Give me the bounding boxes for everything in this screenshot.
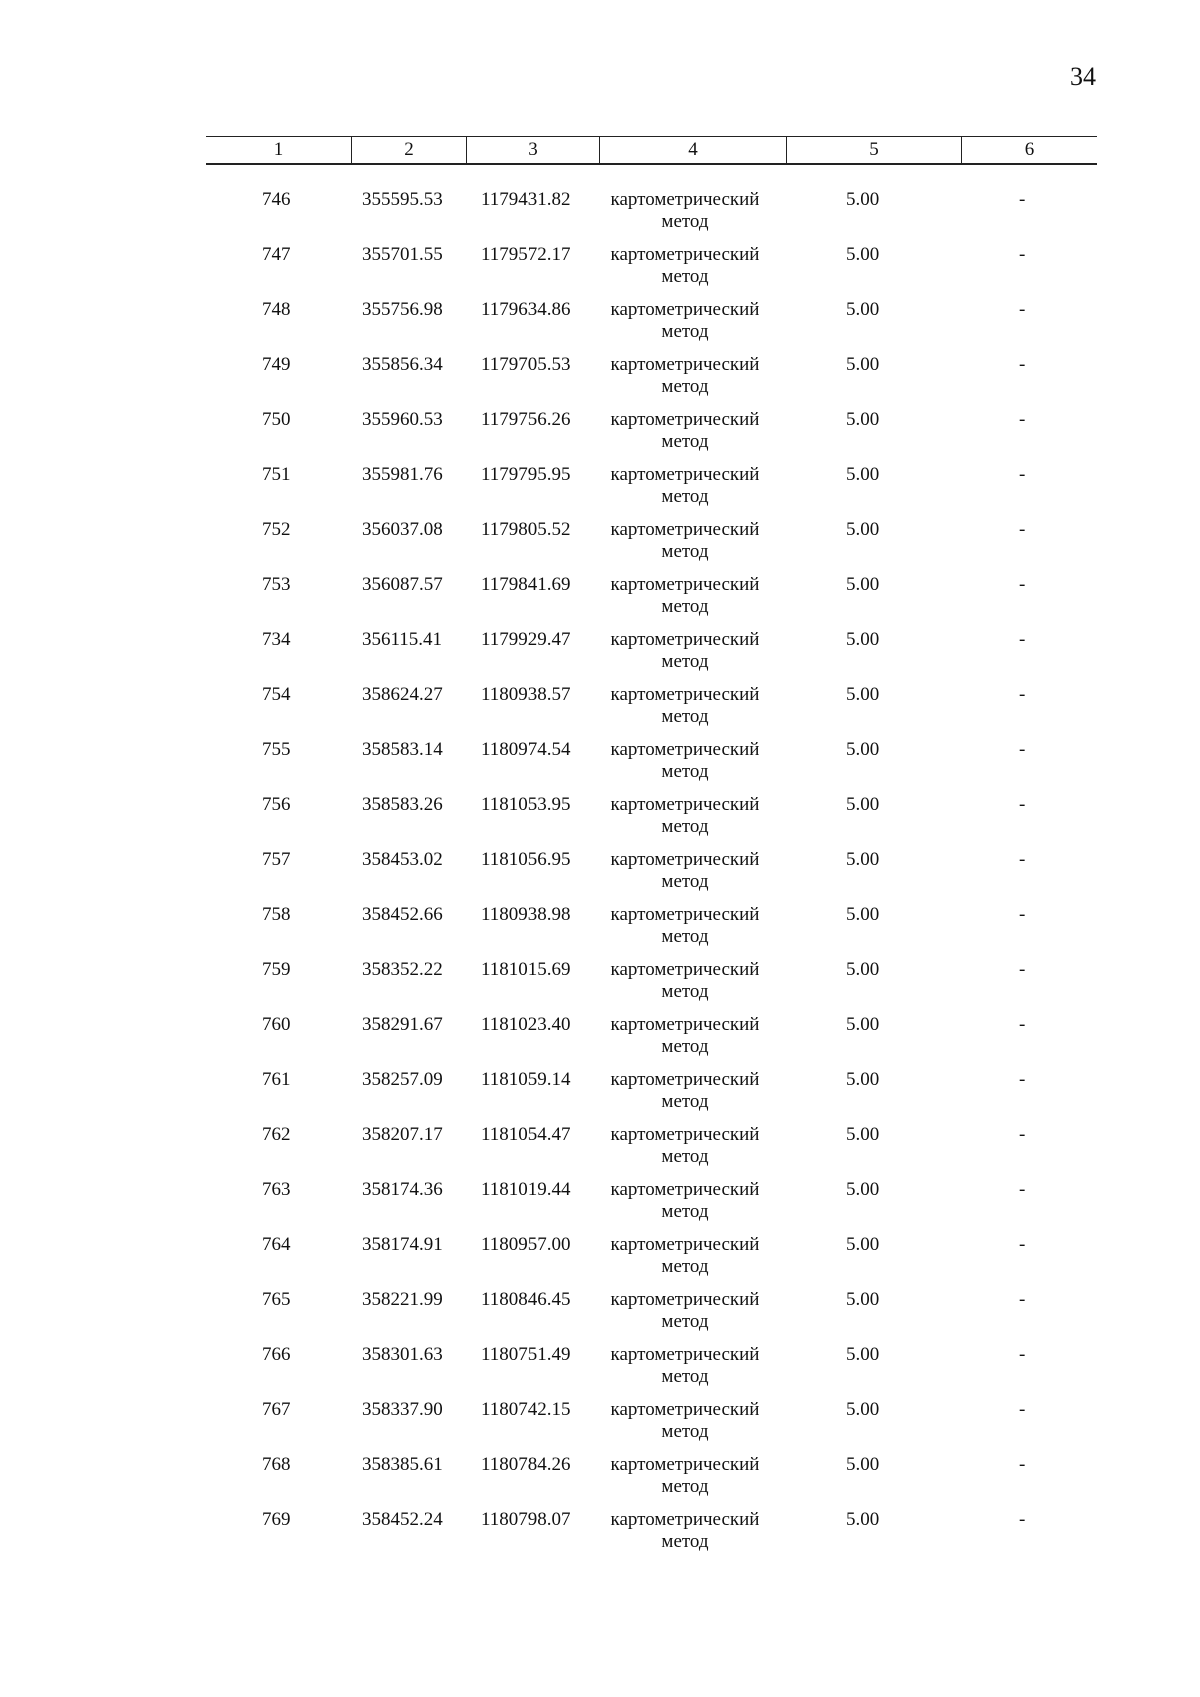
point-number-cell: 759: [262, 959, 291, 980]
note-cell: -: [1019, 1014, 1026, 1035]
page-number: 34: [1070, 62, 1096, 91]
method-cell: картометрический метод: [610, 1399, 760, 1442]
y-coordinate-cell: 1181019.44: [481, 1179, 571, 1200]
method-cell: картометрический метод: [610, 354, 760, 397]
x-coordinate-cell: 355756.98: [362, 299, 443, 320]
note-cell: -: [1019, 299, 1026, 320]
x-coordinate-cell: 358291.67: [362, 1014, 443, 1035]
note-cell: -: [1019, 1344, 1026, 1365]
x-coordinate-cell: 356115.41: [362, 629, 443, 650]
x-coordinate-cell: 358583.26: [362, 794, 443, 815]
y-coordinate-cell: 1180938.57: [481, 684, 571, 705]
x-coordinate-cell: 355981.76: [362, 464, 443, 485]
accuracy-cell: 5.00: [846, 1124, 880, 1145]
x-coordinate-cell: 358583.14: [362, 739, 443, 760]
method-cell: картометрический метод: [610, 1509, 760, 1552]
y-coordinate-cell: 1180784.26: [481, 1454, 571, 1475]
note-cell: -: [1019, 1069, 1026, 1090]
column-header-5: 5: [869, 139, 879, 160]
accuracy-cell: 5.00: [846, 299, 880, 320]
accuracy-cell: 5.00: [846, 464, 880, 485]
table-row: [0, 464, 1200, 519]
point-number-cell: 746: [262, 189, 291, 210]
method-cell: картометрический метод: [610, 904, 760, 947]
accuracy-cell: 5.00: [846, 849, 880, 870]
y-coordinate-cell: 1180751.49: [481, 1344, 571, 1365]
x-coordinate-cell: 358452.24: [362, 1509, 443, 1530]
y-coordinate-cell: 1180742.15: [481, 1399, 571, 1420]
method-cell: картометрический метод: [610, 794, 760, 837]
x-coordinate-cell: 358453.02: [362, 849, 443, 870]
note-cell: -: [1019, 959, 1026, 980]
method-cell: картометрический метод: [610, 299, 760, 342]
table-row: [0, 904, 1200, 959]
table-row: [0, 354, 1200, 409]
y-coordinate-cell: 1181059.14: [481, 1069, 571, 1090]
accuracy-cell: 5.00: [846, 189, 880, 210]
method-cell: картометрический метод: [610, 464, 760, 507]
x-coordinate-cell: 358337.90: [362, 1399, 443, 1420]
y-coordinate-cell: 1179705.53: [481, 354, 571, 375]
x-coordinate-cell: 358174.36: [362, 1179, 443, 1200]
accuracy-cell: 5.00: [846, 1179, 880, 1200]
table-row: [0, 1014, 1200, 1069]
x-coordinate-cell: 355856.34: [362, 354, 443, 375]
table-row: [0, 629, 1200, 684]
accuracy-cell: 5.00: [846, 684, 880, 705]
note-cell: -: [1019, 684, 1026, 705]
point-number-cell: 757: [262, 849, 291, 870]
accuracy-cell: 5.00: [846, 1509, 880, 1530]
point-number-cell: 762: [262, 1124, 291, 1145]
method-cell: картометрический метод: [610, 1454, 760, 1497]
x-coordinate-cell: 358221.99: [362, 1289, 443, 1310]
note-cell: -: [1019, 904, 1026, 925]
point-number-cell: 754: [262, 684, 291, 705]
y-coordinate-cell: 1179805.52: [481, 519, 571, 540]
accuracy-cell: 5.00: [846, 244, 880, 265]
table-row: [0, 244, 1200, 299]
y-coordinate-cell: 1180846.45: [481, 1289, 571, 1310]
note-cell: -: [1019, 629, 1026, 650]
method-cell: картометрический метод: [610, 1069, 760, 1112]
accuracy-cell: 5.00: [846, 574, 880, 595]
method-cell: картометрический метод: [610, 1014, 760, 1057]
accuracy-cell: 5.00: [846, 519, 880, 540]
table-row: [0, 1289, 1200, 1344]
point-number-cell: 756: [262, 794, 291, 815]
note-cell: -: [1019, 464, 1026, 485]
method-cell: картометрический метод: [610, 1344, 760, 1387]
y-coordinate-cell: 1180974.54: [481, 739, 571, 760]
point-number-cell: 747: [262, 244, 291, 265]
column-header-3: 3: [528, 139, 538, 160]
method-cell: картометрический метод: [610, 1234, 760, 1277]
method-cell: картометрический метод: [610, 1124, 760, 1167]
method-cell: картометрический метод: [610, 409, 760, 452]
note-cell: -: [1019, 1289, 1026, 1310]
note-cell: -: [1019, 354, 1026, 375]
x-coordinate-cell: 358257.09: [362, 1069, 443, 1090]
y-coordinate-cell: 1179634.86: [481, 299, 571, 320]
table-row: [0, 684, 1200, 739]
table-header: [206, 136, 1097, 165]
method-cell: картометрический метод: [610, 574, 760, 617]
table-row: [0, 1234, 1200, 1289]
column-header-4: 4: [688, 139, 698, 160]
method-cell: картометрический метод: [610, 739, 760, 782]
y-coordinate-cell: 1180798.07: [481, 1509, 571, 1530]
x-coordinate-cell: 355960.53: [362, 409, 443, 430]
y-coordinate-cell: 1179841.69: [481, 574, 571, 595]
table-row: [0, 1454, 1200, 1509]
point-number-cell: 753: [262, 574, 291, 595]
y-coordinate-cell: 1179756.26: [481, 409, 571, 430]
method-cell: картометрический метод: [610, 244, 760, 287]
accuracy-cell: 5.00: [846, 904, 880, 925]
point-number-cell: 761: [262, 1069, 291, 1090]
table-row: [0, 1344, 1200, 1399]
accuracy-cell: 5.00: [846, 629, 880, 650]
x-coordinate-cell: 355595.53: [362, 189, 443, 210]
accuracy-cell: 5.00: [846, 794, 880, 815]
table-row: [0, 519, 1200, 574]
table-row: [0, 1069, 1200, 1124]
method-cell: картометрический метод: [610, 959, 760, 1002]
accuracy-cell: 5.00: [846, 1014, 880, 1035]
point-number-cell: 763: [262, 1179, 291, 1200]
table-row: [0, 849, 1200, 904]
accuracy-cell: 5.00: [846, 739, 880, 760]
y-coordinate-cell: 1180938.98: [481, 904, 571, 925]
method-cell: картометрический метод: [610, 849, 760, 892]
x-coordinate-cell: 358385.61: [362, 1454, 443, 1475]
y-coordinate-cell: 1179929.47: [481, 629, 571, 650]
point-number-cell: 766: [262, 1344, 291, 1365]
column-header-2: 2: [404, 139, 414, 160]
table-row: [0, 1399, 1200, 1454]
method-cell: картометрический метод: [610, 1179, 760, 1222]
x-coordinate-cell: 358207.17: [362, 1124, 443, 1145]
point-number-cell: 769: [262, 1509, 291, 1530]
table-row: [0, 1179, 1200, 1234]
point-number-cell: 752: [262, 519, 291, 540]
accuracy-cell: 5.00: [846, 354, 880, 375]
note-cell: -: [1019, 794, 1026, 815]
table-row: [0, 1124, 1200, 1179]
accuracy-cell: 5.00: [846, 409, 880, 430]
table-row: [0, 739, 1200, 794]
x-coordinate-cell: 358174.91: [362, 1234, 443, 1255]
accuracy-cell: 5.00: [846, 1454, 880, 1475]
y-coordinate-cell: 1181054.47: [481, 1124, 571, 1145]
accuracy-cell: 5.00: [846, 1289, 880, 1310]
note-cell: -: [1019, 1454, 1026, 1475]
table-row: [0, 189, 1200, 244]
y-coordinate-cell: 1179572.17: [481, 244, 571, 265]
table-row: [0, 299, 1200, 354]
table-row: [0, 574, 1200, 629]
point-number-cell: 751: [262, 464, 291, 485]
method-cell: картометрический метод: [610, 684, 760, 727]
x-coordinate-cell: 358452.66: [362, 904, 443, 925]
method-cell: картометрический метод: [610, 629, 760, 672]
note-cell: -: [1019, 849, 1026, 870]
note-cell: -: [1019, 189, 1026, 210]
column-header-1: 1: [273, 139, 284, 160]
column-header-6: 6: [1024, 139, 1035, 160]
table-row: [0, 794, 1200, 849]
accuracy-cell: 5.00: [846, 959, 880, 980]
point-number-cell: 750: [262, 409, 291, 430]
point-number-cell: 758: [262, 904, 291, 925]
y-coordinate-cell: 1181015.69: [481, 959, 571, 980]
x-coordinate-cell: 358301.63: [362, 1344, 443, 1365]
table-row: [0, 959, 1200, 1014]
x-coordinate-cell: 358352.22: [362, 959, 443, 980]
x-coordinate-cell: 356037.08: [362, 519, 443, 540]
point-number-cell: 767: [262, 1399, 291, 1420]
point-number-cell: 764: [262, 1234, 291, 1255]
point-number-cell: 755: [262, 739, 291, 760]
note-cell: -: [1019, 409, 1026, 430]
note-cell: -: [1019, 1234, 1026, 1255]
method-cell: картометрический метод: [610, 189, 760, 232]
method-cell: картометрический метод: [610, 519, 760, 562]
accuracy-cell: 5.00: [846, 1344, 880, 1365]
point-number-cell: 749: [262, 354, 291, 375]
y-coordinate-cell: 1179431.82: [481, 189, 571, 210]
x-coordinate-cell: 355701.55: [362, 244, 443, 265]
table-row: [0, 409, 1200, 464]
note-cell: -: [1019, 1509, 1026, 1530]
note-cell: -: [1019, 1399, 1026, 1420]
note-cell: -: [1019, 739, 1026, 760]
accuracy-cell: 5.00: [846, 1069, 880, 1090]
note-cell: -: [1019, 574, 1026, 595]
y-coordinate-cell: 1179795.95: [481, 464, 571, 485]
accuracy-cell: 5.00: [846, 1399, 880, 1420]
point-number-cell: 748: [262, 299, 291, 320]
note-cell: -: [1019, 519, 1026, 540]
note-cell: -: [1019, 244, 1026, 265]
y-coordinate-cell: 1181056.95: [481, 849, 571, 870]
table-body: [0, 189, 1200, 1564]
y-coordinate-cell: 1181053.95: [481, 794, 571, 815]
point-number-cell: 768: [262, 1454, 291, 1475]
x-coordinate-cell: 356087.57: [362, 574, 443, 595]
y-coordinate-cell: 1181023.40: [481, 1014, 571, 1035]
point-number-cell: 765: [262, 1289, 291, 1310]
table-row: [0, 1509, 1200, 1564]
point-number-cell: 760: [262, 1014, 291, 1035]
x-coordinate-cell: 358624.27: [362, 684, 443, 705]
note-cell: -: [1019, 1124, 1026, 1145]
y-coordinate-cell: 1180957.00: [481, 1234, 571, 1255]
point-number-cell: 734: [262, 629, 291, 650]
note-cell: -: [1019, 1179, 1026, 1200]
accuracy-cell: 5.00: [846, 1234, 880, 1255]
method-cell: картометрический метод: [610, 1289, 760, 1332]
